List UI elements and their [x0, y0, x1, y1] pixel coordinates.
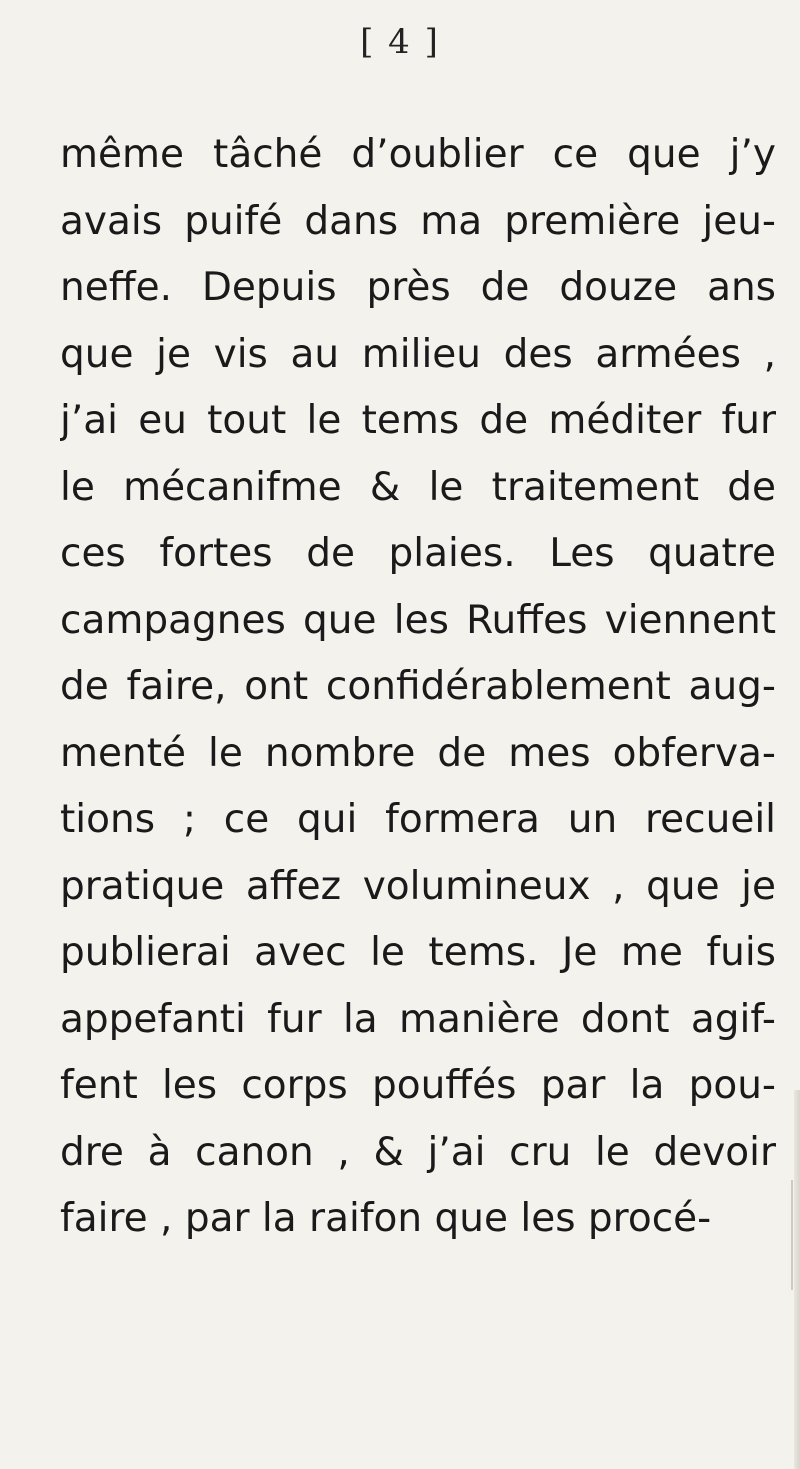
text-line-3: neffe. Depuis près de douze ans	[60, 265, 776, 310]
text-line-2: avais puifé dans ma première jeu-	[60, 198, 776, 244]
text-line-1: même tâché d’oublier ce que j’y	[60, 132, 776, 177]
text-line-14: appefanti fur la manière dont agif-	[60, 996, 776, 1042]
page-edge-mark	[791, 1180, 793, 1290]
text-line-9: de faire, ont confidérablement aug-	[60, 664, 776, 709]
text-line-13: publierai avec le tems. Je me fuis	[60, 930, 776, 975]
text-line-6: le mécanifme & le traitement de	[60, 464, 776, 510]
text-line-5: j’ai eu tout le tems de méditer fur	[60, 398, 776, 443]
text-line-4: que je vis au milieu des armées ,	[60, 331, 776, 377]
text-line-11: tions ; ce qui formera un recueil	[60, 797, 776, 842]
text-line-12: pratique affez volumineux , que je	[60, 863, 776, 909]
page-edge-shadow	[794, 1090, 800, 1469]
text-line-7: ces fortes de plaies. Les quatre	[60, 531, 776, 576]
text-line-17: faire , par la raifon que les procé-	[60, 1196, 712, 1241]
body-text	[60, 122, 776, 1253]
text-line-16: dre à canon , & j’ai cru le devoir	[60, 1129, 776, 1175]
page-number: [ 4 ]	[360, 22, 440, 62]
text-line-10: menté le nombre de mes obferva-	[60, 730, 776, 776]
text-line-15: fent les corps pouffés par la pou-	[60, 1063, 776, 1108]
text-line-8: campagnes que les Ruffes viennent	[60, 597, 776, 643]
